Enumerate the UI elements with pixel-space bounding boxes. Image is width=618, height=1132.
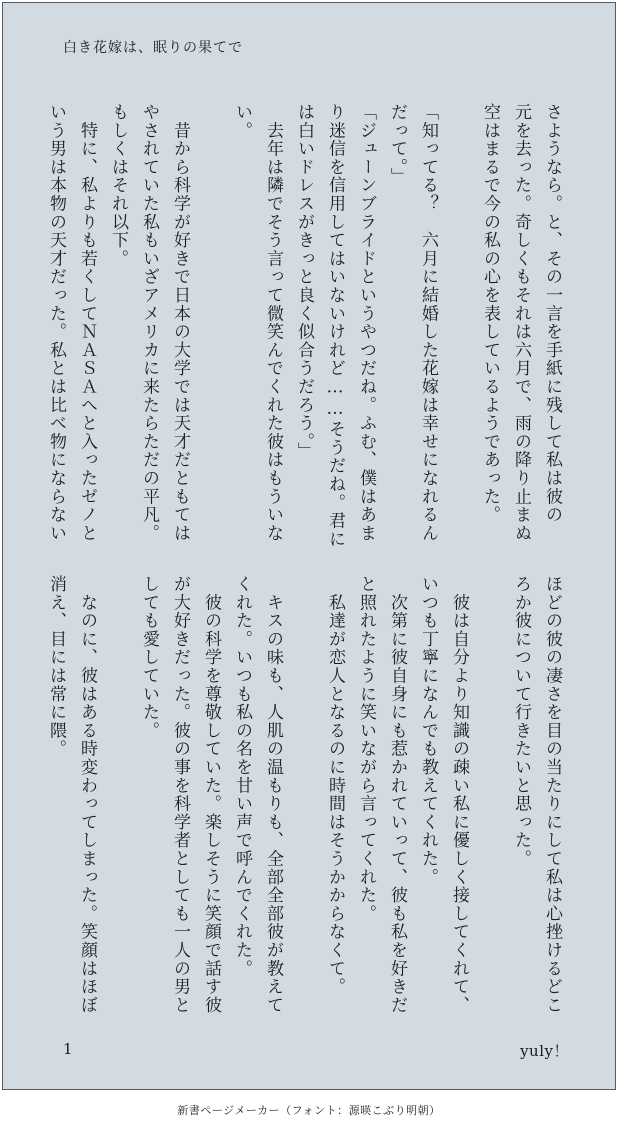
lower-text-block xyxy=(40,575,567,1015)
text-column: しても愛していた。 xyxy=(139,575,159,740)
text-column: 消え、目には常に隈。 xyxy=(46,575,66,758)
page-number: 1 xyxy=(63,1040,73,1058)
text-column: 特に、私よりも若くしてＮＡＳＡへと入ったゼノと xyxy=(77,103,97,543)
text-column: が大好きだった。彼の事を科学者としても一人の男と xyxy=(170,575,190,1015)
text-column: 私達が恋人となるのに時間はそうかからなくて。 xyxy=(325,575,345,996)
text-column: いつも丁寧になんでも教えてくれた。 xyxy=(418,575,438,887)
text-column: は白いドレスがきっと良く似合うだろう。」 xyxy=(294,103,314,461)
author-name: yuly！ xyxy=(520,1042,569,1060)
text-column: 昔から科学が好きで日本の大学では天才だともては xyxy=(170,103,190,543)
text-column: り迷信を信用してはいないけれど……そうだね。君に xyxy=(325,103,345,549)
text-column: 次第に彼自身にも惹かれていって、彼も私を好きだ xyxy=(387,575,407,1015)
text-column: 「知ってる？ 六月に結婚した花嫁は幸せになれるん xyxy=(418,103,438,543)
text-column: さようなら。と、その一言を手紙に残して私は彼の xyxy=(542,103,562,524)
upper-text-block xyxy=(40,103,567,549)
text-column: いう男は本物の天才だった。私とは比べ物にならない xyxy=(46,103,66,543)
text-column: もしくはそれ以下。 xyxy=(108,103,128,268)
text-column: 空はまるで今の私の心を表しているようであった。 xyxy=(480,103,500,524)
footer-credit: 新書ページメーカー（フォント：源暎こぶり明朝） xyxy=(177,1104,441,1117)
text-column: ろか彼について行きたいと思った。 xyxy=(511,575,531,868)
text-column: 元を去った。奇しくもそれは六月で、雨の降り止まぬ xyxy=(511,103,531,543)
text-column: 彼は自分より知識の疎い私に優しく接してくれて、 xyxy=(449,575,469,1015)
book-page xyxy=(2,2,616,1090)
text-column: 彼の科学を尊敬していた。楽しそうに笑顔で話す彼 xyxy=(201,575,221,1015)
text-column: だって。」 xyxy=(387,103,407,186)
text-column: くれた。いつも私の名を甘い声で呼んでくれた。 xyxy=(232,575,252,978)
text-column: い。 xyxy=(232,103,252,140)
text-column: 去年は隣でそう言って微笑んでくれた彼はもういな xyxy=(263,103,283,543)
text-column: ほどの彼の凄さを目の当たりにして私は心挫けるどこ xyxy=(542,575,562,1015)
text-column: と照れたように笑いながら言ってくれた。 xyxy=(356,575,376,923)
page-title: 白き花嫁は、眠りの果てで xyxy=(63,40,243,56)
text-column: キスの味も、人肌の温もりも、全部全部彼が教えて xyxy=(263,575,283,1015)
text-column: 「ジューンブライドというやつだね。ふむ、僕はあま xyxy=(356,103,376,543)
text-column: やされていた私もいざアメリカに来たらただの平凡。 xyxy=(139,103,159,543)
text-column: なのに、彼はある時変わってしまった。笑顔はほぼ xyxy=(77,575,97,1015)
